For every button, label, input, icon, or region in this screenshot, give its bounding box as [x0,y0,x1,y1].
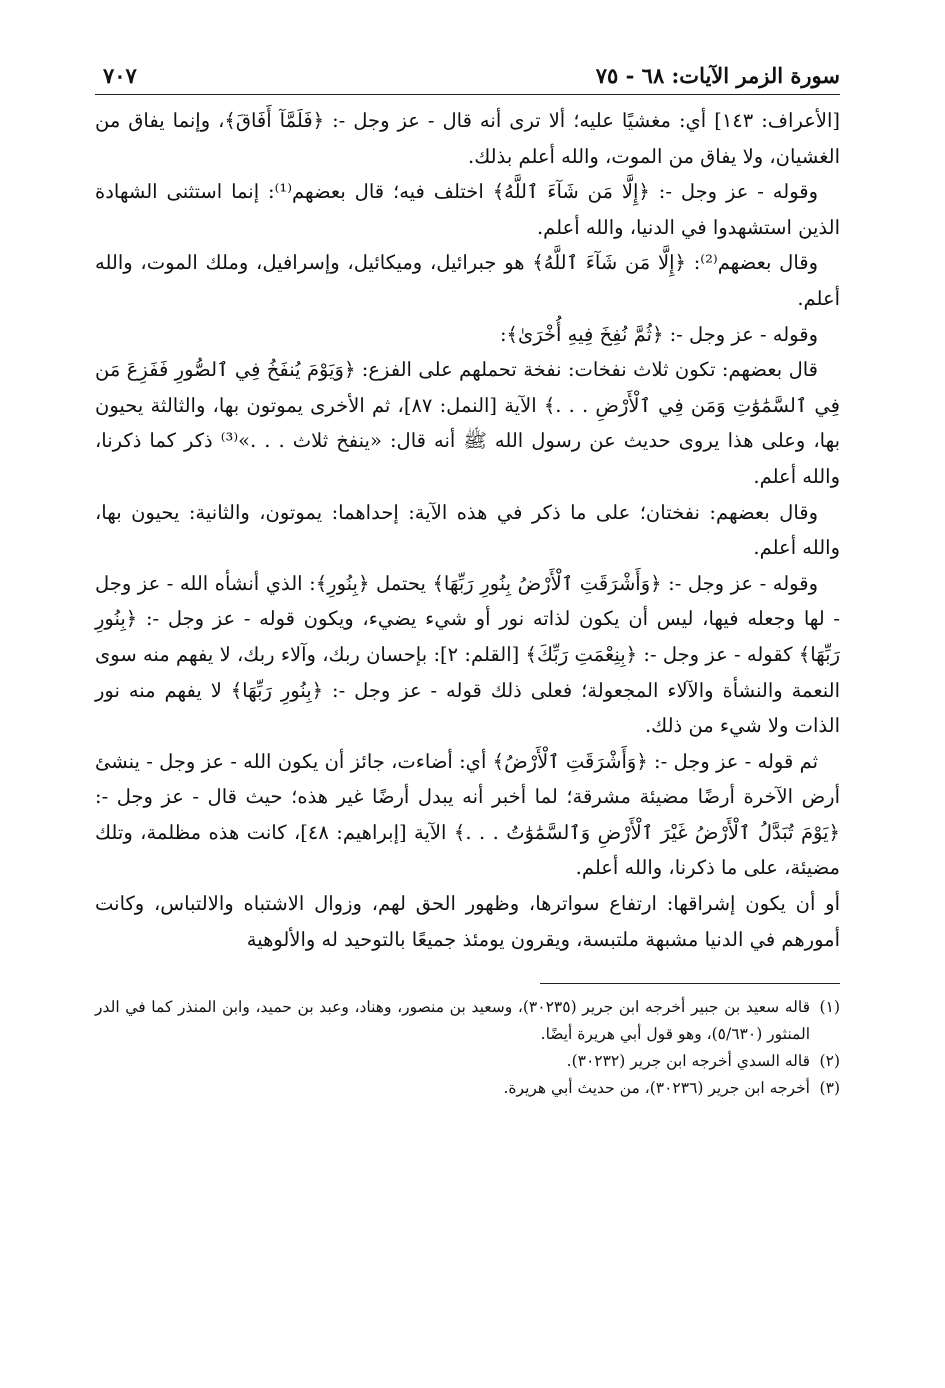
page-header [95,50,840,95]
paragraph-5: قال بعضهم: تكون ثلاث نفخات: نفخة تحملهم على الفزع: ﴿وَيَوْمَ يُنفَخُ فِي ٱلصُّورِ فَفَزِعَ مَن فِي ٱلسَّمَٰوَٰتِ وَمَن فِي ٱلْأَرْضِ . . .﴾ الآية [النمل: ٨٧]، ثم الأخرى يموتون بها، والثالثة يحيون بها، وعلى هذا يروى حديث عن رسول الله ﷺ أنه قال: «ينفخ ثلاث . . .»⁽³⁾ ذكر كما ذكرنا، والله أعلم. [95,358,840,488]
footnote-text: قاله سعيد بن جبير أخرجه ابن جرير (٣٠٢٣٥)، وسعيد بن منصور، وهناد، وعبد بن حميد، وابن المنذر كما في الدر المنثور (٥/٦٣٠)، وهو قول أبي هريرة أيضًا. [95,998,810,1044]
footnote-number: (١) [819,998,840,1017]
paragraph-9: أو أن يكون إشراقها: ارتفاع سواترها، وظهور الحق لهم، وزوال الاشتباه والالتباس، وكانت أمورهم في الدنيا مشبهة ملتبسة، ويقرون يومئذ جميعًا بالتوحيد له والألوهية [95,892,840,951]
main-text [95,103,840,957]
paragraph-2: وقوله - عز وجل -: ﴿إِلَّا مَن شَآءَ ٱللَّهُ﴾ اختلف فيه؛ قال بعضهم⁽¹⁾: إنما استثنى الشهادة الذين استشهدوا في الدنيا، والله أعلم. [95,180,840,239]
book-page [95,50,840,1330]
footnote-text: قاله السدي أخرجه ابن جرير (٣٠٢٣٢). [566,1052,810,1071]
footnote-number: (٣) [819,1079,840,1098]
paragraph-1: [الأعراف: ١٤٣] أي: مغشيًا عليه؛ ألا ترى أنه قال - عز وجل -: ﴿فَلَمَّآ أَفَاقَ﴾، وإنما يفاق من الغشيان، ولا يفاق من الموت، والله أعلم بذلك. [95,109,840,168]
paragraph-7: وقوله - عز وجل -: ﴿وَأَشْرَقَتِ ٱلْأَرْضُ بِنُورِ رَبِّهَا﴾ يحتمل ﴿بِنُورِ﴾: الذي أنشأه الله - عز وجل - لها وجعله فيها، ليس أن يكون لذاته نور أو شيء يضيء، ويكون قوله - عز وجل -: ﴿بِنُورِ رَبِّهَا﴾ كقوله - عز وجل -: ﴿بِنِعْمَتِ رَبِّكَ﴾ [القلم: ٢]: بإحسان ربك، وآلاء ربك، لا يفهم منه سوى النعمة والنشأة والآلاء المجعولة؛ فعلى ذلك قوله - عز وجل -: ﴿بِنُورِ رَبِّهَا﴾ لا يفهم منه نور الذات ولا شيء من ذلك. [95,571,841,738]
surah-header-title: سورة الزمر الآيات: ٦٨ - ٧٥ [595,63,840,88]
footnote-text: أخرجه ابن جرير (٣٠٢٣٦)، من حديث أبي هريرة. [503,1079,810,1098]
paragraph-6: وقال بعضهم: نفختان؛ على ما ذكر في هذه الآية: إحداهما: يموتون، والثانية: يحيون بها، والله أعلم. [95,500,840,560]
footnote-divider [540,983,840,984]
footnotes [95,994,840,1102]
footnote-2 [95,1048,840,1075]
footnote-3 [95,1075,840,1102]
footnote-1 [95,994,840,1048]
footnote-number: (٢) [819,1052,840,1071]
paragraph-4: وقوله - عز وجل -: ﴿ثُمَّ نُفِخَ فِيهِ أُخْرَىٰ﴾: [499,322,818,346]
page-number: ٧٠٧ [103,63,137,88]
paragraph-3: وقال بعضهم⁽²⁾: ﴿إِلَّا مَن شَآءَ ٱللَّهُ﴾ هو جبرائيل، وميكائيل، وإسرافيل، وملك الموت، والله أعلم. [95,251,840,310]
paragraph-8: ثم قوله - عز وجل -: ﴿وَأَشْرَقَتِ ٱلْأَرْضُ﴾ أي: أضاءت، جائز أن يكون الله - عز وجل - ينشئ أرض الآخرة أرضًا مضيئة مشرقة؛ لما أخبر أنه يبدل أرضًا غير هذه؛ حيث قال - عز وجل -: ﴿يَوْمَ تُبَدَّلُ ٱلْأَرْضُ غَيْرَ ٱلْأَرْضِ وَٱلسَّمَٰوَٰتُ . . .﴾ الآية [إبراهيم: ٤٨]، كانت هذه مظلمة، وتلك مضيئة، على ما ذكرنا، والله أعلم. [95,749,840,880]
